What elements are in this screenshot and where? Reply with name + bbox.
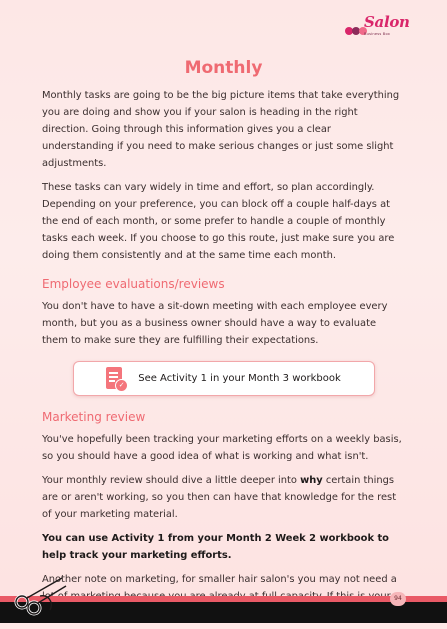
intro-paragraph-2: These tasks can vary widely in time and effort, so plan accordingly. Depending on your preference, you can block off a couple half-days at the end of each month, or some prefer to handle a couple of monthly tasks each week. If you choose to go this route, just make sure you are doing them consistently and at the same time each month. (42, 182, 395, 261)
activity-callout[interactable] (73, 361, 375, 396)
intro-paragraph-1: Monthly tasks are going to be the big picture items that take everything you are doing and show you if your salon is heading in the right direction. Going through this information gives you a clear understanding if you need to make serious changes or just some slight adjustments. (42, 90, 400, 169)
scissors-icon (10, 572, 70, 618)
page-number-badge: 94 (390, 592, 406, 606)
marketing-emphasis-why: why (300, 475, 323, 486)
employee-evaluations-paragraph: You don't have to have a sit-down meeting with each employee every month, but you as a business owner should have a way to evaluate them to make sure they are fulfilling their expectations. (42, 301, 388, 346)
document-check-icon: ✓ (106, 367, 126, 391)
page-body (42, 87, 405, 629)
employee-evaluations-heading: Employee evaluations/reviews (42, 277, 225, 291)
logo-subtitle: Business Box (364, 32, 391, 36)
brand-logo (345, 13, 410, 44)
marketing-review-heading: Marketing review (42, 410, 146, 424)
marketing-paragraph-2-end: certain things are or aren't working, so you then can have that knowledge for the rest of your marketing material. (42, 475, 397, 520)
marketing-activity-note: You can use Activity 1 from your Month 2 Week 2 workbook to help track your marketing efforts. (42, 533, 389, 561)
marketing-paragraph-1: You've hopefully been tracking your marketing efforts on a weekly basis, so you should have a good idea of what is working and what isn't. (42, 434, 402, 462)
marketing-paragraph-3: Another note on marketing, for smaller hair salon's you may not need a (42, 574, 397, 585)
logo-word: Salon (364, 13, 410, 31)
page-title: Monthly (184, 58, 263, 78)
marketing-paragraph-2-start: Your monthly review should dive a little deeper into (42, 475, 301, 486)
marketing-paragraph-2 (42, 472, 405, 523)
activity-callout-label: See Activity 1 in your Month 3 workbook (138, 373, 341, 384)
logo-dots (345, 20, 366, 39)
